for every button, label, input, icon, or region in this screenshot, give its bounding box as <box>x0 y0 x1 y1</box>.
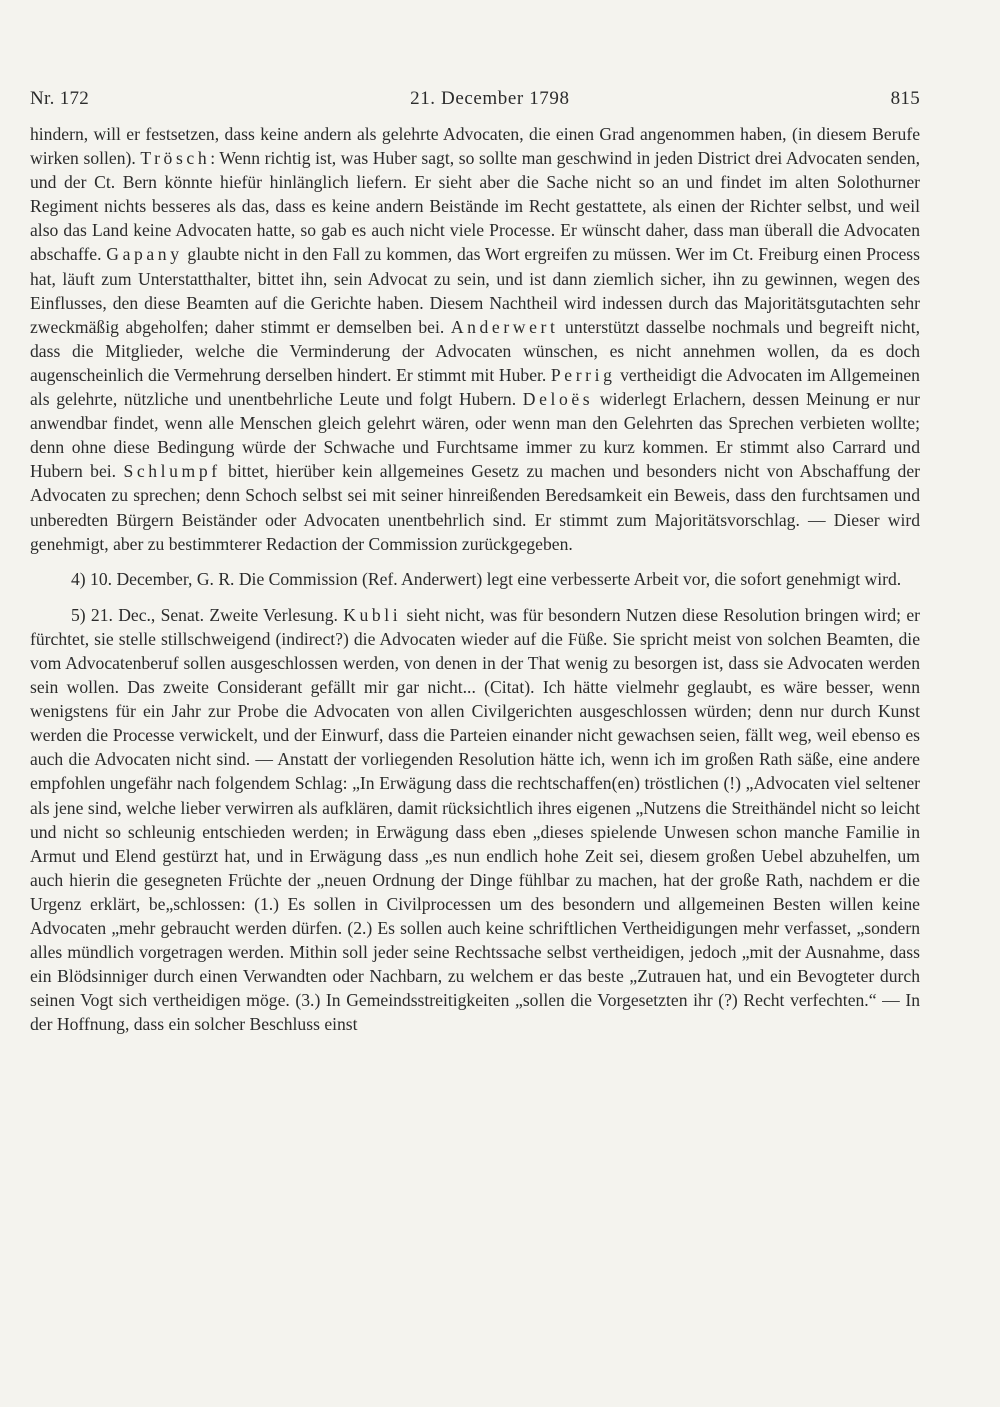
speaker-name: Trösch <box>140 148 211 169</box>
text-segment: glaubte nicht in den Fall zu kommen, das Wort ergreifen zu müssen. Wer im Ct. Freiburg einen Process hat, läuft zum Unterstatthalter, bittet ihn, sein Advocat zu sein, und ist dann ziemlich sicher, ihn zu gewinnen, wegen des Einflusses, den diese Beamten auf die Gerichte haben. Diesem Nachtheil wird indessen durch das Majoritätsgutachten sehr zweckmäßig abgeholfen; daher stimmt er demselben bei. <box>30 244 921 337</box>
text-segment: sieht nicht, was für besondern Nutzen diese Resolution bringen wird; er fürchtet, sie stelle stillschweigend (indirect?) die Advocaten wieder auf die Füße. Sie spricht meist von solchen Beamten, die vom Advocatenberuf sollen ausgeschlossen werden, von denen in der That wenig zu besorgen ist, dass sie Advocaten werden sein wollen. Das zweite Considerant gefällt mir gar nicht... (Citat). Ich hätte vielmehr geglaubt, es wäre besser, wenn wenigstens für ein Jahr zur Probe die Advocaten von allen Civilgerichten ausgeschlossen würden; denn nur durch Kunst werden die Processe verwickelt, und der Einwurf, dass die Parteien einander nicht gewachsen seien, fällt weg, weil ebenso es auch die Advocaten nicht sind. — Anstatt der vorliegenden Resolution hätte ich, wenn ich im großen Rath säße, eine andere empfohlen ungefähr nach folgendem Schlag: „In Erwägung dass die rechtschaffen(en) tröstlichen (!) „Advocaten viel seltener als jene sind, welche lieber verwirren als aufklären, damit rücksichtlich ihres eigenen „Nutzens die Streithändel nicht so leicht und nicht so schleunig entschieden werden; in Erwägung dass eben „dieses spielende Unwesen schon manche Familie in Armut und Elend gestürzt hat, und in Erwägung dass „es nun endlich hohe Zeit sei, diesem großen Uebel abzuhelfen, um auch hierin die gesegneten Früchte der „neuen Ordnung der Dinge fühlbar zu machen, hat der große Rath, nachdem er die Urgenz erklärt, be„schlossen: (1.) Es sollen in Civilprocessen um des besondern und allgemeinen Besten willen keine Advocaten „mehr gebraucht werden dürfen. (2.) Es sollen auch keine schriftlichen Vertheidigungen mehr verfasset, „sondern alles mündlich vorgetragen werden. Mithin soll jeder seine Rechtssache selbst vertheidigen, jedoch „mit der Ausnahme, dass ein Blödsinniger durch einen Verwandten oder Nachbarn, zu welchem er das beste „Zutrauen hat, und ein Bevogteter durch seinen Vogt sich vertheidigen möge. (3.) In Gemeindsstreitigkeiten „sollen die Vorgesetzten ihr (?) Recht verfechten.“ — In der Hoffnung, dass ein solcher Beschluss einst <box>30 604 920 1035</box>
speaker-name: Gapany <box>106 244 183 265</box>
speaker-name: Schlumpf <box>123 461 221 482</box>
speaker-name: Anderwert <box>450 316 559 337</box>
speaker-name: Kubli <box>343 604 402 625</box>
speaker-name: Perrig <box>550 364 616 385</box>
paragraph-item-5 <box>30 603 920 1037</box>
text-segment: : Wenn richtig ist, was Huber sagt, so sollte man geschwind in jeden District drei Advocaten senden, und der Ct. Bern könnte hiefür hinlänglich liefern. Er sieht aber die Sache nicht so an und findet im alten Solothurner Regiment nichts besseres als das, dass es keine andern Beistände im Recht gestattete, als einen der Richter selbst, und weil also das Land keine Advocaten hatte, so gab es auch nicht viele Processe. Er wünscht daher, dass man überall die Advocaten abschaffe. <box>30 148 920 265</box>
paragraph-continuation <box>30 122 920 556</box>
speaker-name: Deloës <box>522 389 594 410</box>
document-page <box>30 88 920 1036</box>
text-segment: 4) 10. December, G. R. Die Commission (Ref. Anderwert) legt eine verbesserte Arbeit vor, die sofort genehmigt wird. <box>71 568 902 589</box>
text-segment: widerlegt Erlachern, dessen Meinung er nur anwendbar findet, wenn alle Menschen gleich gelehrt wären, oder wenn man den Gelehrten das Sprechen verbieten wollte; denn ohne diese Bedingung würde der Schwache und Furchtsame immer zu kurz kommen. Er stimmt also Carrard und Hubern bei. <box>30 389 920 482</box>
text-segment: 5) 21. Dec., Senat. Zweite Verlesung. <box>71 604 344 625</box>
text-segment: hindern, will er festsetzen, dass keine andern als gelehrte Advocaten, die einen Grad angenommen haben, (in diesem Berufe wirken sollen). <box>30 124 920 169</box>
header-date: 21. December 1798 <box>410 88 570 109</box>
text-segment: vertheidigt die Advocaten im Allgemeinen als gelehrte, nützliche und unentbehrliche Leute und folgt Hubern. <box>30 364 920 410</box>
page-number: 815 <box>890 88 920 109</box>
text-segment: bittet, hierüber kein allgemeines Gesetz zu machen und besonders nicht von Abschaffung der Advocaten zu sprechen; denn Schoch selbst sei mit seiner hinreißenden Beredsamkeit ein Beweis, dass den furchtsamen und unberedten Bürgern Beiständer oder Advocaten unentbehrlich sind. Er stimmt zum Majoritätsvorschlag. — Dieser wird genehmigt, aber zu bestimmterer Redaction der Commission zurückgegeben. <box>30 461 920 554</box>
paragraph-item-4 <box>30 567 920 591</box>
text-segment: unterstützt dasselbe nochmals und begreift nicht, dass die Mitglieder, welche die Verminderung der Advocaten wünschen, es nicht annehmen wollen, da es doch augenscheinlich die Vermehrung derselben hindert. Er stimmt mit Huber. <box>30 316 920 385</box>
page-header <box>30 88 920 122</box>
document-number: Nr. 172 <box>30 88 90 109</box>
